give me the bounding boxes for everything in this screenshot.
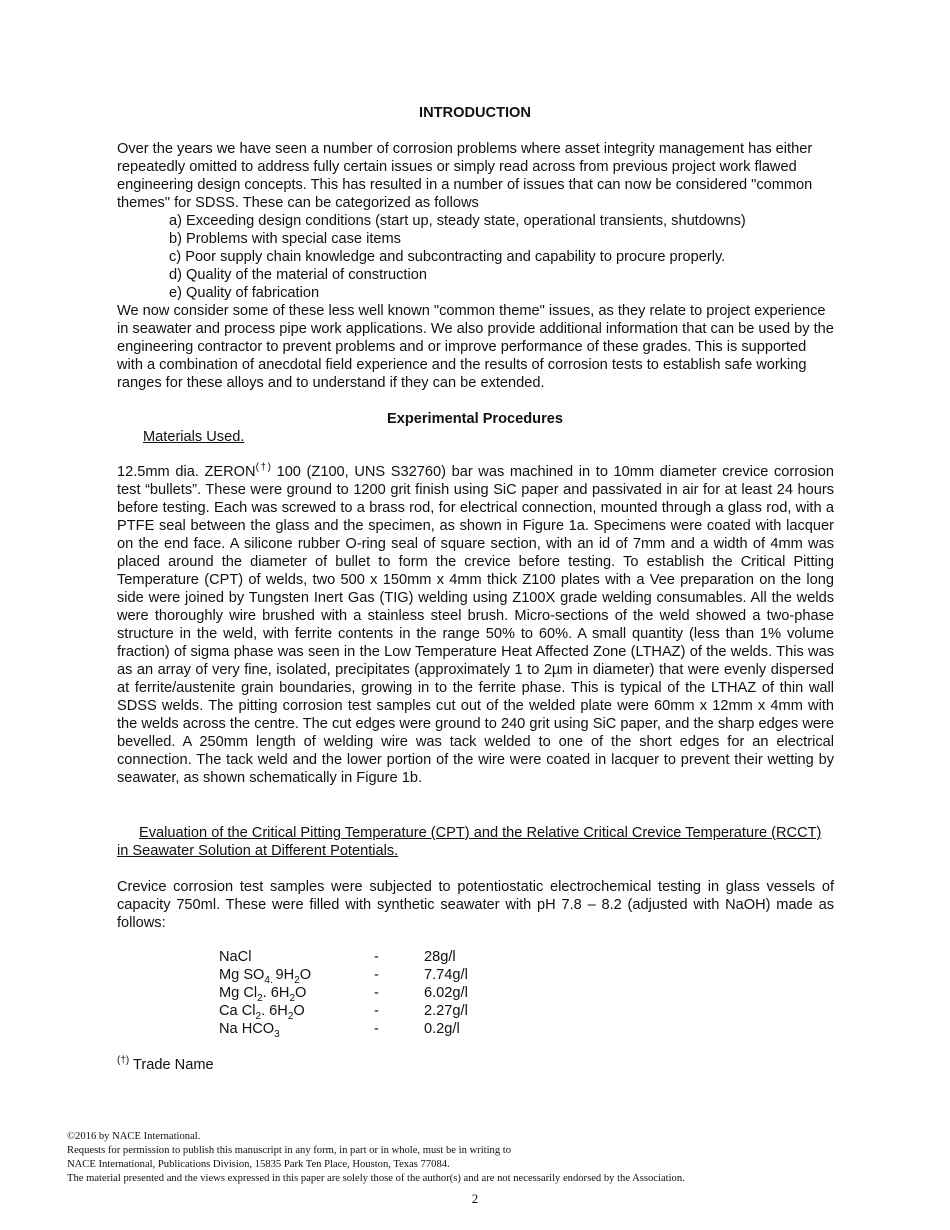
list-item: e) Quality of fabrication [169,285,320,301]
intro-paragraph-2: We now consider some of these less well known "common theme" issues, as they relate to project experience in seawater and process pipe work applications. We also provide additional information that can be used by the engineering contractor to prevent problems and or improve performance of these grades. This is supported with a combination of anecdotal field experience and the results of corrosion tests to establish safe working ranges for these alloys and to understand if they can be extended. [117,303,834,391]
materials-paragraph [117,463,834,787]
salt-name: Ca $Cl_2$. $6H_2O$ [219,1003,305,1022]
salt-name: Na $HCO_3$ [219,1021,280,1040]
introduction-heading: INTRODUCTION [419,105,531,121]
materials-text-body: 100 (Z100, UNS S32760) bar was machined in to 10mm diameter crevice corrosion test “bullets”. These were ground to 1200 grit finish using SiC paper and passivated in air for at least 24 hours before testing. Each was screwed to a brass rod, for electrical connection, mounted through a glass rod, with a PTFE seal between the glass and the specimen, as shown in Figure 1a. Specimens were coated with lacquer on the end face. A silicone rubber O-ring seal of square section, with an id of 7mm and a width of 4mm was placed around the diameter of bullet to form the crevice before testing. To establish the Critical Pitting Temperature (CPT) of welds, two 500 x 150mm x 4mm thick Z100 plates with a Vee preparation on the long side were joined by Tungsten Inert Gas (TIG) welding using Z100X grade welding consumables. All the welds were thoroughly wire brushed with a stainless steel brush. Micro-sections of the weld showed a two-phase structure in the weld, with ferrite contents in the range 50% to 60%. A small quantity (less than 1% volume fraction) of sigma phase was seen in the Low Temperature Heat Affected Zone (LTHAZ) of the welds. This was as an array of very fine, isolated, precipitates (approximately 1 to 2µm in diameter) that were evenly dispersed at ferrite/austenite grain boundaries, growing in to the ferrite phase. This is typical of the LTHAZ of thin wall SDSS welds. The pitting corrosion test samples cut out of the welded plate were 60mm x 12mm x 4mm with the welds across the centre. The cut edges were ground to 240 grit using SiC paper, and the sharp edges were bevelled. A 250mm length of welding wire was tack welded to one of the short edges for an electrical connection. The tack weld and the lower portion of the wire were coated in lacquer to prevent their wetting by seawater, as shown schematically in Figure 1b. [117,464,834,786]
common-themes-list [117,212,834,302]
separator-dash: - [374,985,379,1001]
concentration-value: 2.27g/l [424,1003,468,1019]
salt-name: Mg $Cl_2$. $6H_2O$ [219,985,307,1004]
list-item: b) Problems with special case items [169,231,401,247]
salt-name: NaCl [219,949,252,965]
evaluation-heading: Evaluation of the Critical Pitting Temperature (CPT) and the Relative Critical Crevice Temperature (RCCT) in Seawater Solution at Different Potentials. [117,825,822,859]
seawater-composition-table [219,948,544,1038]
page-number: 2 [471,1191,479,1206]
trade-mark-superscript: (†) [255,462,271,474]
evaluation-heading-wrap [117,824,834,860]
experimental-heading: Experimental Procedures [386,411,563,427]
concentration-value: 28g/l [424,949,456,965]
footer-line: NACE International, Publications Division, 15835 Park Ten Place, Houston, Texas 77084. [67,1159,450,1170]
copyright-footer [67,1130,887,1186]
evaluation-paragraph: Crevice corrosion test samples were subjected to potentiostatic electrochemical testing in glass vessels of capacity 750ml. These were filled with synthetic seawater with pH 7.8 – 8.2 (adjusted with NaOH) made as follows: [117,879,834,931]
footnote-mark: (†) [117,1055,130,1067]
table-row [219,966,544,984]
list-item: a) Exceeding design conditions (start up, steady state, operational transients, shutdowns) [169,213,746,229]
concentration-value: 7.74g/l [424,967,468,983]
table-row [219,1002,544,1020]
materials-heading-wrap [117,428,834,446]
table-row [219,1020,544,1038]
intro-paragraph-1: Over the years we have seen a number of corrosion problems where asset integrity management has either repeatedly omitted to address fully certain issues or simply read across from previous project work flawed engineering design concepts. This has resulted in a number of issues that can now be considered "common themes" for SDSS. These can be categorized as follows [117,141,813,211]
separator-dash: - [374,967,379,983]
list-item: d) Quality of the material of construction [169,267,427,283]
separator-dash: - [374,1021,379,1037]
footer-line: The material presented and the views expressed in this paper are solely those of the author(s) and are not necessarily endorsed by the Association. [67,1173,685,1184]
table-row [219,948,544,966]
footnote-text: Trade Name [129,1057,214,1073]
list-item: c) Poor supply chain knowledge and subcontracting and capability to procure properly. [169,249,726,265]
footnote [117,1056,834,1074]
footer-line: Requests for permission to publish this manuscript in any form, in part or in whole, must be in writing to [67,1145,512,1156]
introduction-section [117,140,834,392]
salt-name: Mg $SO_{4.}$ $9H_2O$ [219,967,312,986]
concentration-value: 0.2g/l [424,1021,460,1037]
separator-dash: - [374,949,379,965]
table-row [219,984,544,1002]
materials-text-start: 12.5mm dia. ZERON [117,464,256,480]
footer-line: ©2016 by NACE International. [67,1131,201,1142]
materials-heading: Materials Used. [143,429,245,445]
separator-dash: - [374,1003,379,1019]
concentration-value: 6.02g/l [424,985,468,1001]
